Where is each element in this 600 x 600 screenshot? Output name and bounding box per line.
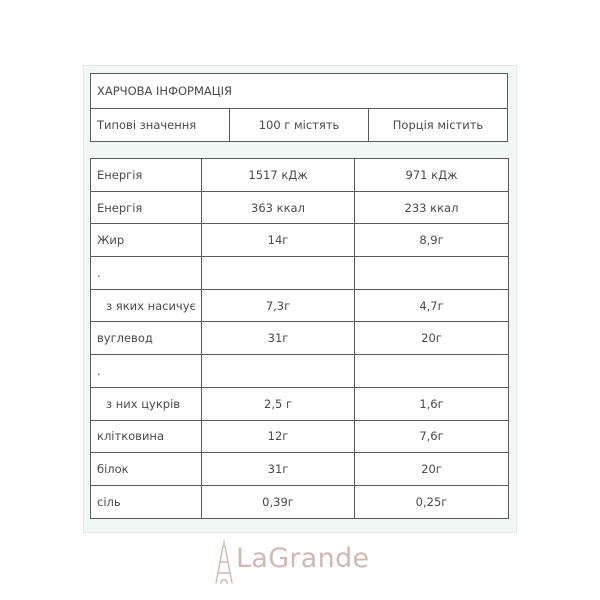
nutrition-table-body [91,159,509,519]
row-value-per-serving: 20г [355,322,509,355]
row-value-per-100g: 31г [202,453,355,486]
row-value-per-serving [355,257,509,290]
row-label: з них цукрів [91,387,202,420]
row-value-per-100g: 7,3г [202,289,355,322]
row-value-per-serving [355,355,509,388]
row-label: клітковина [91,420,202,453]
nutrition-table [90,158,509,519]
row-value-per-serving: 233 ккал [355,191,509,224]
nutrition-header-table [90,73,508,142]
row-value-per-100g: 12г [202,420,355,453]
row-value-per-serving: 0,25г [355,485,509,518]
watermark-logo [214,537,386,587]
row-value-per-serving: 4,7г [355,289,509,322]
header-typical-values: Типові значення [91,109,230,142]
row-value-per-serving: 7,6г [355,420,509,453]
table-row [91,387,509,420]
header-per-100g: 100 г містять [230,109,369,142]
row-label: Енергія [91,191,202,224]
row-value-per-serving: 8,9г [355,224,509,257]
row-label: . [91,257,202,290]
row-value-per-100g: 363 ккал [202,191,355,224]
table-row [91,289,509,322]
table-row [91,322,509,355]
row-label: Енергія [91,159,202,192]
table-title: ХАРЧОВА ІНФОРМАЦІЯ [91,74,508,109]
table-header-row [91,109,508,142]
row-label: . [91,355,202,388]
row-value-per-100g: 1517 кДж [202,159,355,192]
row-value-per-100g: 2,5 г [202,387,355,420]
table-row [91,420,509,453]
row-label: вуглевод [91,322,202,355]
row-value-per-100g: 14г [202,224,355,257]
row-label: з яких насичує [91,289,202,322]
row-label: сіль [91,485,202,518]
table-row [91,453,509,486]
table-row [91,159,509,192]
row-value-per-100g: 0,39г [202,485,355,518]
table-row [91,355,509,388]
row-value-per-100g [202,355,355,388]
row-value-per-serving: 20г [355,453,509,486]
header-per-serving: Порція містить [369,109,508,142]
table-row [91,191,509,224]
eiffel-tower-icon [214,540,234,584]
row-label: Жир [91,224,202,257]
table-row [91,224,509,257]
table-row [91,485,509,518]
table-row [91,257,509,290]
row-value-per-100g: 31г [202,322,355,355]
row-value-per-100g [202,257,355,290]
watermark-text: LaGrande [236,543,370,574]
row-value-per-serving: 971 кДж [355,159,509,192]
row-label: білок [91,453,202,486]
row-value-per-serving: 1,6г [355,387,509,420]
table-title-row [91,74,508,109]
